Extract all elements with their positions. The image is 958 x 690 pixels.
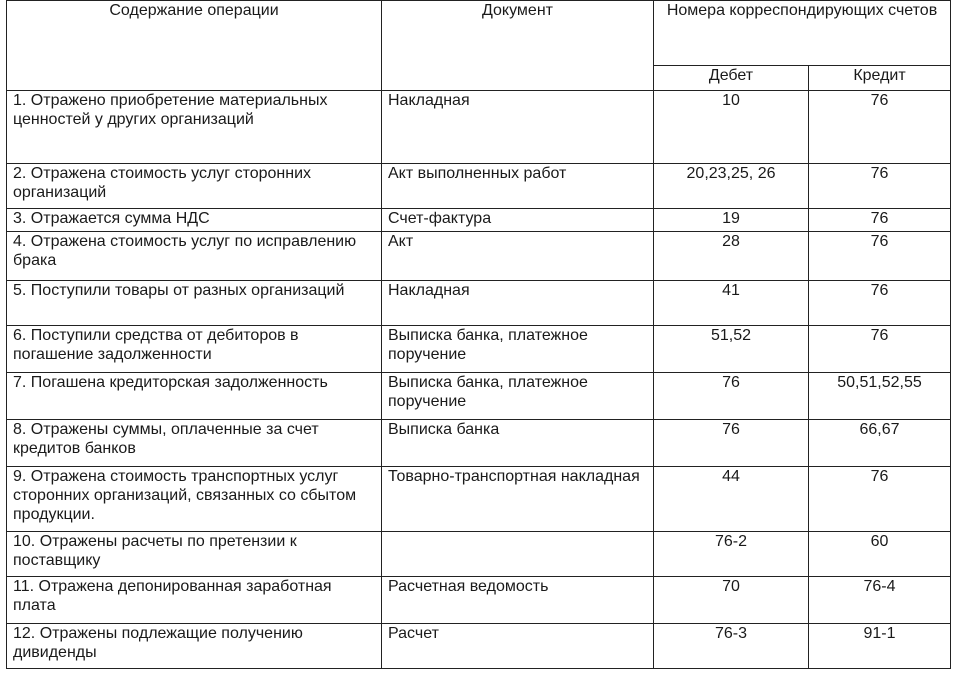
document-cell: Выписка банка, платежное поручение (382, 326, 654, 373)
operation-cell: 4. Отражена стоимость услуг по исправлению брака (7, 232, 382, 281)
document-cell: Товарно-транспортная накладная (382, 467, 654, 532)
table-row (7, 209, 951, 232)
operation-cell: 10. Отражены расчеты по претензии к поставщику (7, 532, 382, 577)
credit-cell: 76 (809, 467, 951, 532)
header-row (7, 1, 951, 66)
table-row (7, 467, 951, 532)
header-credit: Кредит (809, 66, 951, 91)
credit-cell: 76 (809, 209, 951, 232)
document-cell: Счет-фактура (382, 209, 654, 232)
operation-cell: 9. Отражена стоимость транспортных услуг сторонних организаций, связанных со сбытом продукции. (7, 467, 382, 532)
accounting-entries-table (6, 0, 951, 669)
table-row (7, 420, 951, 467)
credit-cell: 76 (809, 232, 951, 281)
document-cell: Выписка банка, платежное поручение (382, 373, 654, 420)
operation-cell: 7. Погашена кредиторская задолженность (7, 373, 382, 420)
debit-cell: 28 (654, 232, 809, 281)
document-cell: Акт (382, 232, 654, 281)
document-cell: Акт выполненных работ (382, 164, 654, 209)
credit-cell: 76 (809, 164, 951, 209)
table-row (7, 532, 951, 577)
credit-cell: 66,67 (809, 420, 951, 467)
credit-cell: 76-4 (809, 577, 951, 624)
document-cell: Выписка банка (382, 420, 654, 467)
table-row (7, 326, 951, 373)
operation-cell: 12. Отражены подлежащие получению дивиденды (7, 624, 382, 669)
debit-cell: 51,52 (654, 326, 809, 373)
table-row (7, 91, 951, 164)
operation-cell: 3. Отражается сумма НДС (7, 209, 382, 232)
debit-cell: 70 (654, 577, 809, 624)
table-row (7, 164, 951, 209)
table-row (7, 624, 951, 669)
operation-cell: 2. Отражена стоимость услуг сторонних организаций (7, 164, 382, 209)
header-accounts: Номера корреспондирующих счетов (654, 1, 951, 66)
document-cell: Накладная (382, 281, 654, 326)
debit-cell: 10 (654, 91, 809, 164)
debit-cell: 20,23,25, 26 (654, 164, 809, 209)
debit-cell: 76-3 (654, 624, 809, 669)
table-row (7, 373, 951, 420)
document-cell: Накладная (382, 91, 654, 164)
operation-cell: 5. Поступили товары от разных организаций (7, 281, 382, 326)
debit-cell: 44 (654, 467, 809, 532)
debit-cell: 76-2 (654, 532, 809, 577)
header-content: Содержание операции (7, 1, 382, 91)
credit-cell: 76 (809, 91, 951, 164)
credit-cell: 76 (809, 326, 951, 373)
debit-cell: 19 (654, 209, 809, 232)
operation-cell: 8. Отражены суммы, оплаченные за счет кредитов банков (7, 420, 382, 467)
credit-cell: 50,51,52,55 (809, 373, 951, 420)
table-row (7, 232, 951, 281)
header-document: Документ (382, 1, 654, 91)
debit-cell: 76 (654, 373, 809, 420)
document-cell (382, 532, 654, 577)
debit-cell: 41 (654, 281, 809, 326)
credit-cell: 91-1 (809, 624, 951, 669)
operation-cell: 6. Поступили средства от дебиторов в погашение задолженности (7, 326, 382, 373)
credit-cell: 76 (809, 281, 951, 326)
table-row (7, 577, 951, 624)
operation-cell: 1. Отражено приобретение материальных ценностей у других организаций (7, 91, 382, 164)
credit-cell: 60 (809, 532, 951, 577)
debit-cell: 76 (654, 420, 809, 467)
operation-cell: 11. Отражена депонированная заработная плата (7, 577, 382, 624)
table-row (7, 281, 951, 326)
header-debit: Дебет (654, 66, 809, 91)
document-cell: Расчет (382, 624, 654, 669)
document-cell: Расчетная ведомость (382, 577, 654, 624)
